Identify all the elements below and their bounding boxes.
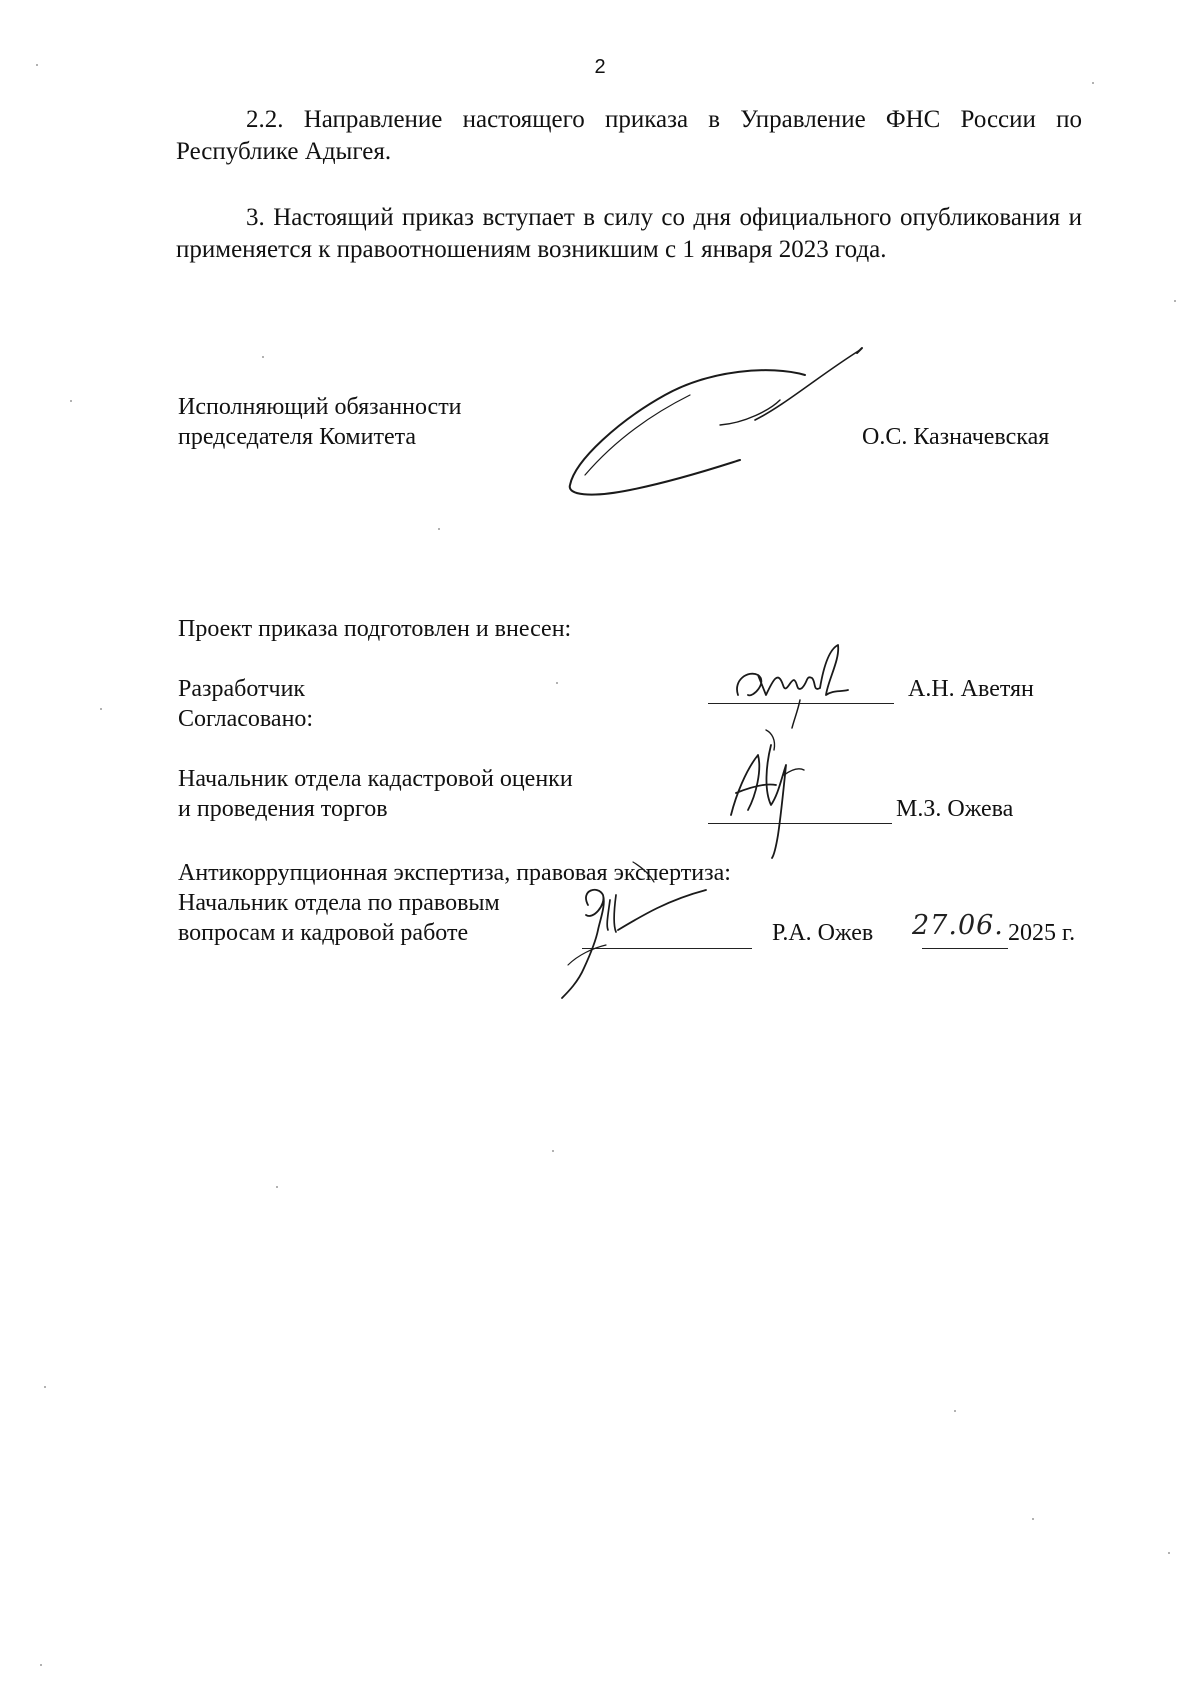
scan-speck [556, 682, 558, 684]
scan-speck [438, 528, 440, 530]
signatory-title-line1: Исполняющий обязанности [178, 394, 462, 420]
scan-speck [954, 1410, 956, 1412]
scan-speck [1168, 1552, 1170, 1554]
signature-ozhev [558, 860, 728, 1000]
scan-speck [1032, 1518, 1034, 1520]
cadastral-head-line2: и проведения торгов [178, 796, 388, 822]
scan-speck [36, 64, 38, 66]
scan-speck [276, 1186, 278, 1188]
scan-speck [40, 1664, 42, 1666]
scan-speck [1174, 300, 1176, 302]
scan-speck [70, 400, 72, 402]
date-underline [922, 948, 1008, 949]
signature-kaznachevskaya [570, 345, 870, 505]
scan-speck [100, 708, 102, 710]
expertise-heading: Антикоррупционная экспертиза, правовая экспертиза: [178, 860, 731, 886]
developer-label: Разработчик [178, 676, 306, 702]
paragraph-2-2: 2.2. Направление настоящего приказа в Управление ФНС России по Республике Адыгея. [176, 106, 1082, 165]
agreed-label: Согласовано: [178, 706, 314, 732]
developer-name: А.Н. Аветян [908, 676, 1034, 702]
expertise-name: Р.А. Ожев [772, 920, 874, 946]
expertise-line2: вопросам и кадровой работе [178, 920, 469, 946]
signature-avetyan [728, 640, 858, 730]
scan-speck [552, 1150, 554, 1152]
scan-speck [44, 1386, 46, 1388]
handwritten-date: 27.06. [912, 910, 1004, 941]
cadastral-head-name: М.З. Ожева [896, 796, 1014, 822]
date-suffix: 2025 г. [1008, 920, 1076, 946]
cadastral-head-line1: Начальник отдела кадастровой оценки [178, 766, 573, 792]
expertise-line1: Начальник отдела по правовым [178, 890, 500, 916]
scan-speck [1092, 82, 1094, 84]
signatory-name: О.С. Казначевская [862, 424, 1050, 450]
page-number: 2 [594, 56, 606, 78]
project-note: Проект приказа подготовлен и внесен: [178, 616, 572, 642]
signatory-title-line2: председателя Комитета [178, 424, 417, 450]
paragraph-3: 3. Настоящий приказ вступает в силу со дня официального опубликования и применяется к правоотношениям возникшим с 1 января 2023 года. [176, 204, 1082, 263]
scan-speck [262, 356, 264, 358]
signature-ozheva [726, 725, 836, 860]
